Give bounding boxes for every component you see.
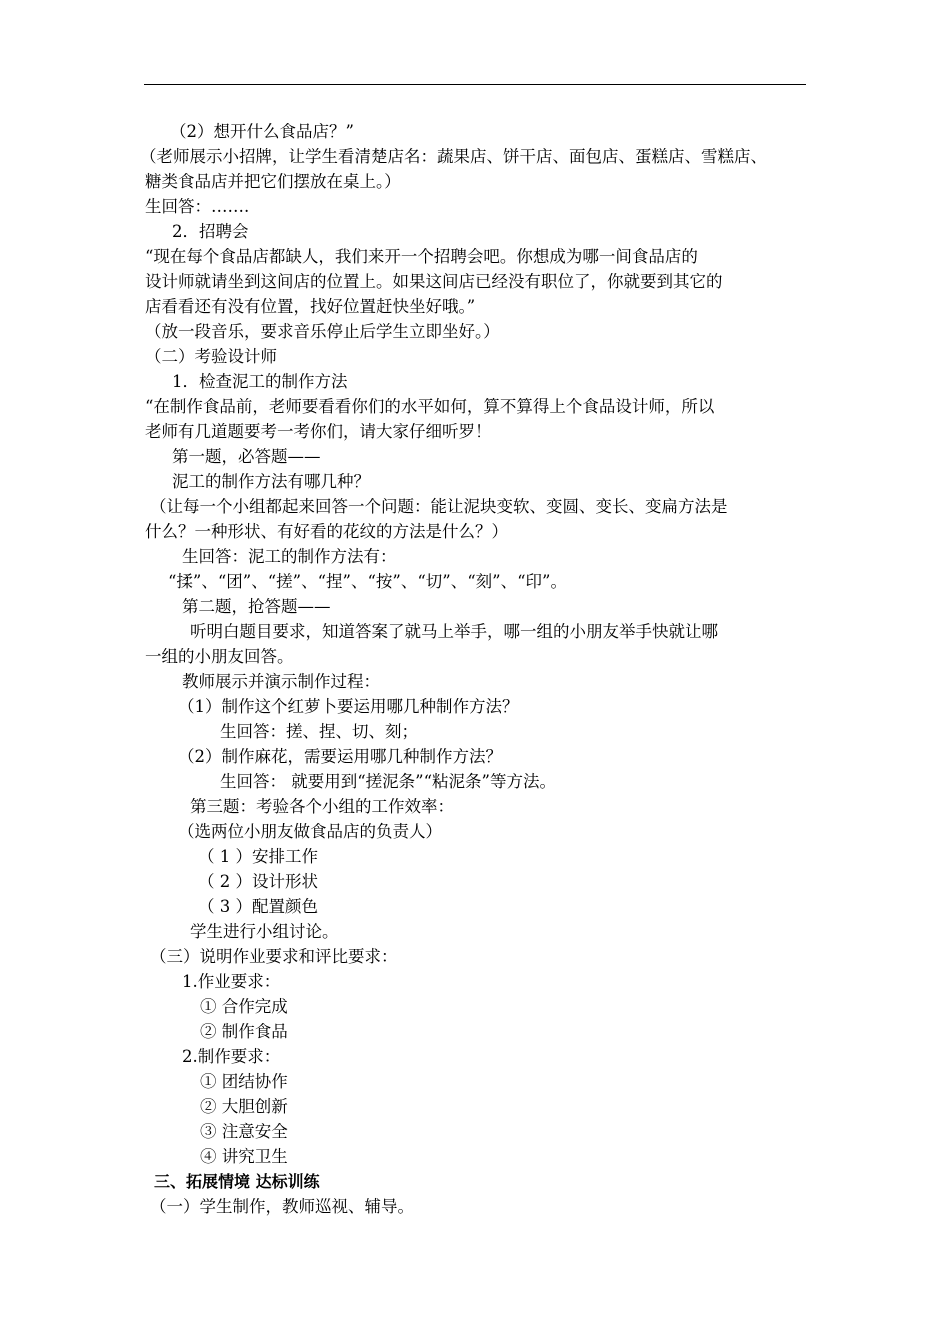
text-line: （放一段音乐，要求音乐停止后学生立即坐好。） [145, 322, 500, 341]
text-line: 听明白题目要求，知道答案了就马上举手，哪一组的小朋友举手快就让哪 [190, 622, 718, 641]
section-heading: 2．招聘会 [172, 222, 249, 241]
text-line: （1）制作这个红萝卜要运用哪几种制作方法？ [178, 697, 519, 716]
section-heading: 2.制作要求： [182, 1047, 281, 1066]
text-line: 第一题，必答题—— [172, 447, 321, 466]
list-item: ④ 讲究卫生 [200, 1147, 288, 1166]
text-line: 第二题，抢答题—— [182, 597, 331, 616]
text-line: “在制作食品前，老师要看看你们的水平如何，算不算得上个食品设计师，所以 [145, 397, 715, 416]
text-line: 泥工的制作方法有哪几种？ [172, 472, 370, 491]
text-line: 老师有几道题要考一考你们，请大家仔细听罗！ [145, 422, 492, 441]
text-line: “揉”、“团”、“搓”、“捏”、“按”、“切”、“刻”、“印”。 [168, 572, 567, 591]
text-line: （2）想开什么食品店？” [170, 122, 354, 141]
text-line: “现在每个食品店都缺人，我们来开一个招聘会吧。你想成为哪一间食品店的 [145, 247, 698, 266]
section-heading: （二）考验设计师 [145, 347, 277, 366]
list-item: ② 大胆创新 [200, 1097, 288, 1116]
text-line: （老师展示小招牌，让学生看清楚店名：蔬果店、饼干店、面包店、蛋糕店、雪糕店、 [140, 147, 767, 166]
text-line: 糖类食品店并把它们摆放在桌上。） [145, 172, 401, 191]
list-item: （ 3 ）配置颜色 [198, 897, 318, 916]
chapter-heading: 三、拓展情境 达标训练 [154, 1172, 320, 1191]
text-line: 生回答：……. [145, 197, 250, 216]
text-line: （让每一个小组都起来回答一个问题：能让泥块变软、变圆、变长、变扁方法是 [150, 497, 728, 516]
text-line: （选两位小朋友做食品店的负责人） [178, 822, 442, 841]
document-body [0, 119, 950, 1219]
text-line: 一组的小朋友回答。 [145, 647, 294, 666]
list-item: （ 2 ）设计形状 [198, 872, 318, 891]
text-line: （一）学生制作，教师巡视、辅导。 [150, 1197, 414, 1216]
section-heading: 1．检查泥工的制作方法 [172, 372, 348, 391]
list-item: （ 1 ）安排工作 [198, 847, 318, 866]
text-line: 第三题：考验各个小组的工作效率： [190, 797, 454, 816]
header-rule [144, 84, 806, 85]
text-line: 店看看还有没有位置，找好位置赶快坐好哦。” [145, 297, 476, 316]
list-item: ① 团结协作 [200, 1072, 288, 1091]
text-line: 什么？一种形状、有好看的花纹的方法是什么？） [145, 522, 508, 541]
text-line: 生回答：泥工的制作方法有： [182, 547, 397, 566]
text-line: 教师展示并演示制作过程： [182, 672, 380, 691]
section-heading: 1.作业要求： [182, 972, 281, 991]
text-line: 生回答：搓、捏、切、刻； [220, 722, 418, 741]
section-heading: （三）说明作业要求和评比要求： [150, 947, 398, 966]
text-line: 设计师就请坐到这间店的位置上。如果这间店已经没有职位了，你就要到其它的 [145, 272, 723, 291]
text-line: 生回答： 就要用到“搓泥条”“粘泥条”等方法。 [220, 772, 556, 791]
list-item: ② 制作食品 [200, 1022, 288, 1041]
text-line: 学生进行小组讨论。 [190, 922, 339, 941]
list-item: ③ 注意安全 [200, 1122, 288, 1141]
list-item: ① 合作完成 [200, 997, 288, 1016]
text-line: （2）制作麻花，需要运用哪几种制作方法？ [178, 747, 502, 766]
